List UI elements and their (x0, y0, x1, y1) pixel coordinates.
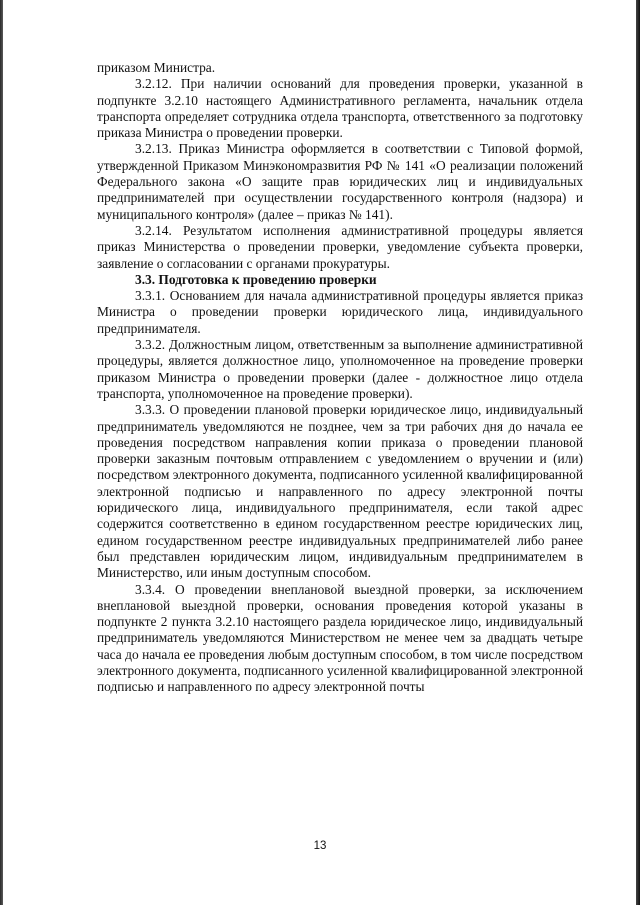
scan-edge-left (0, 0, 3, 905)
page-number: 13 (313, 840, 327, 852)
paragraph: 3.2.14. Результатом исполнения административной процедуры является приказ Министерства о проведении проверки, уведомление субъекта проверки, заявление о согласовании с органами прокуратуры. (97, 222, 583, 271)
document-page (97, 60, 583, 696)
paragraph: 3.2.12. При наличии оснований для проведения проверки, указанной в подпункте 3.2.10 настоящего Административного регламента, начальник отдела транспорта определяет сотрудника отдела транспорта, ответственного за подготовку приказа Министра о проведении проверки. (97, 76, 583, 141)
paragraph: 3.2.13. Приказ Министра оформляется в соответствии с Типовой формой, утвержденной Приказом Минэкономразвития РФ № 141 «О реализации положений Федерального закона «О защите прав юридических лиц и индивидуальных предпринимателей при осуществлении государственного контроля (надзора) и муниципального контроля» (далее – приказ № 141). (97, 141, 583, 222)
section-heading: 3.3. Подготовка к проведению проверки (135, 271, 377, 287)
paragraph: приказом Министра. (97, 60, 216, 75)
paragraph: 3.3.4. О проведении внеплановой выездной проверки, за исключением внеплановой выездной проверки, основания проведения которой указаны в подпункте 2 пункта 3.2.10 настоящего раздела юридическое лицо, индивидуальный предприниматель уведомляются Министерством не менее чем за двадцать четыре часа до начала ее проведения любым доступным способом, в том числе посредством электронного документа, подписанного усиленной квалифицированной электронной подписью и направленного по адресу электронной почты (97, 581, 583, 695)
paragraph: 3.3.3. О проведении плановой проверки юридическое лицо, индивидуальный предприниматель уведомляются не позднее, чем за три рабочих дня до начала ее проведения посредством направления копии приказа о проведении плановой проверки заказным почтовым отправлением с уведомлением о вручении и (или) посредством электронного документа, подписанного усиленной квалифицированной электронной подписью и направленного по адресу электронной почты юридического лица, индивидуального предпринимателя, если такой адрес содержится соответственно в едином государственном реестре юридических лиц, едином государственном реестре индивидуальных предпринимателей либо ранее был представлен юридическим лицом, индивидуальным предпринимателем в Министерство, или иным доступным способом. (97, 402, 583, 581)
paragraph: 3.3.1. Основанием для начала административной процедуры является приказ Министра о проведении проверки юридического лица, индивидуального предпринимателя. (97, 288, 583, 336)
scan-edge-right (636, 0, 640, 905)
paragraph: 3.3.2. Должностным лицом, ответственным за выполнение административной процедуры, является должностное лицо, уполномоченное на проведение проверки приказом Министра о проведении проверки (далее - должностное лицо отдела транспорта, уполномоченное на проведение проверки). (97, 337, 583, 401)
